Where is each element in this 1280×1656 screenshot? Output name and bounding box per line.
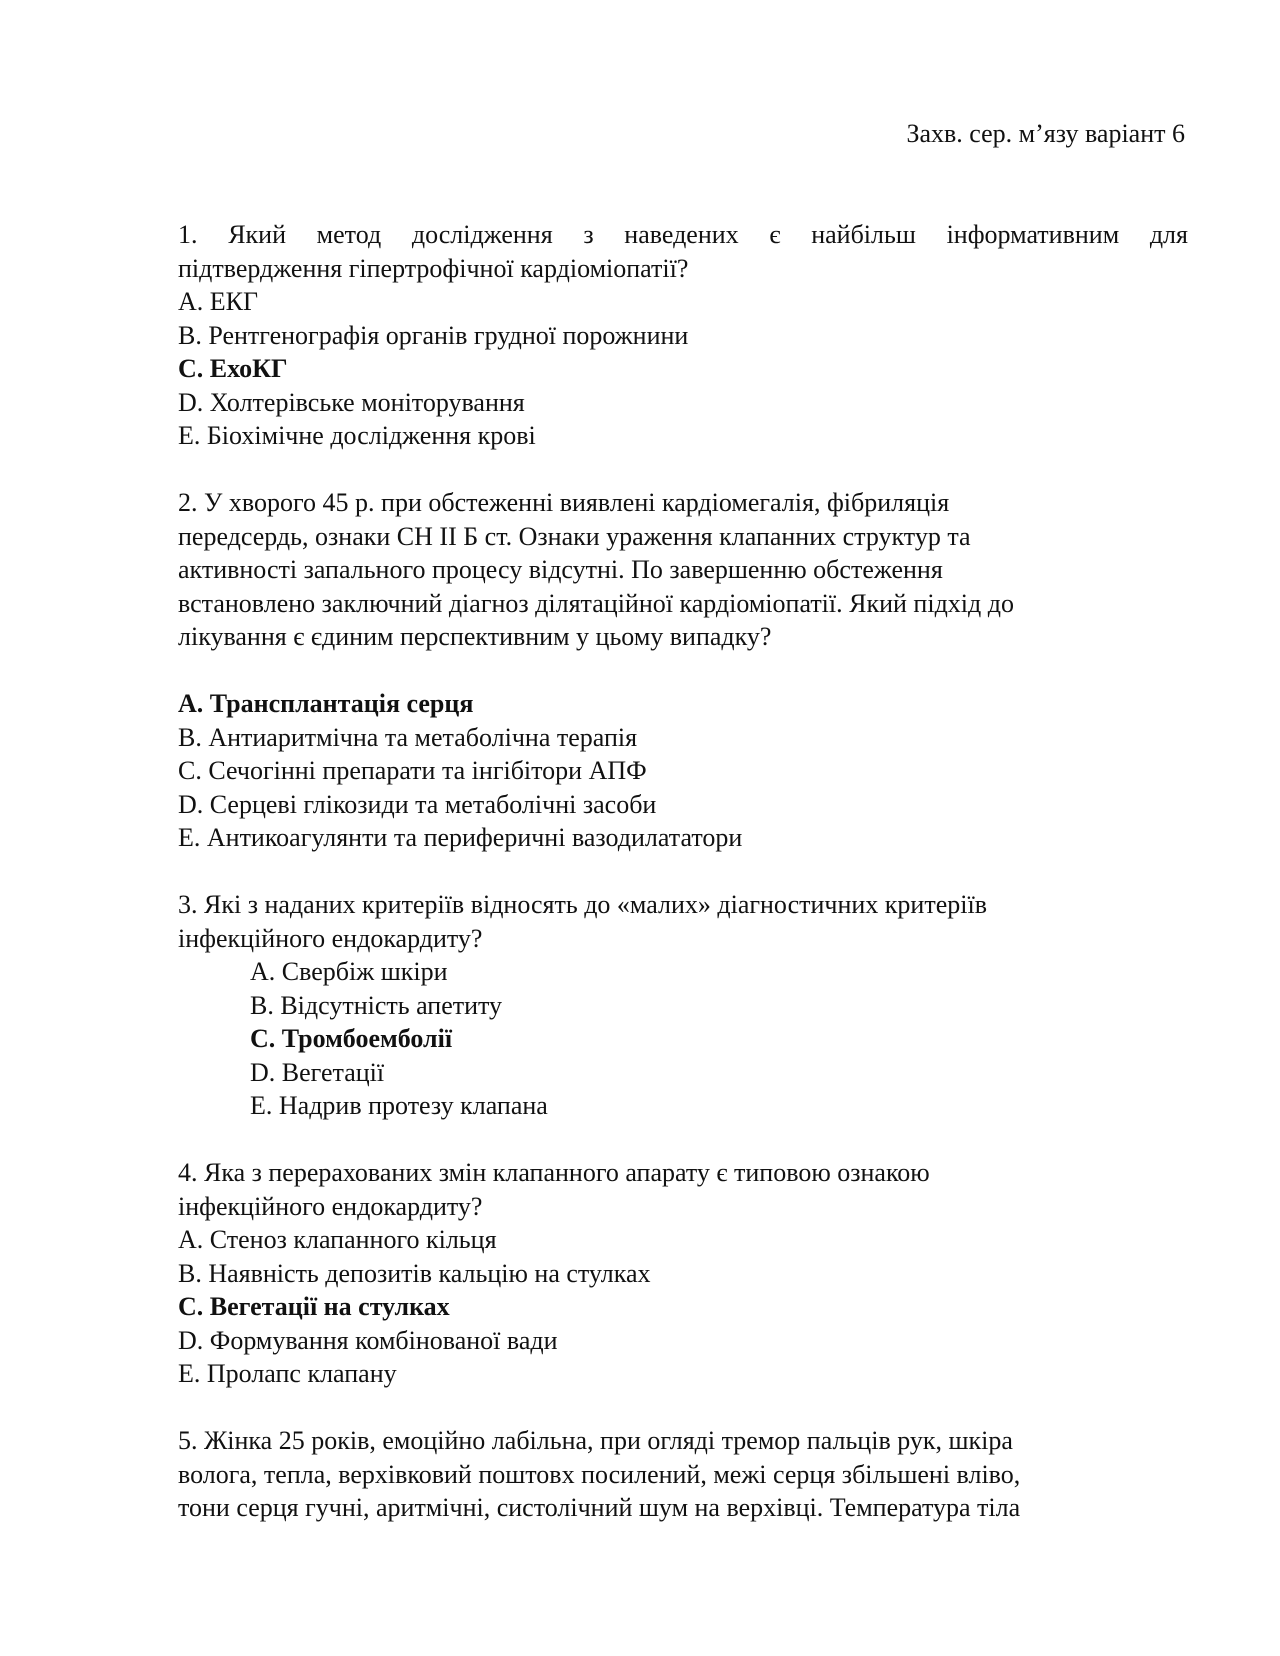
paragraph-gap bbox=[178, 1123, 1188, 1157]
question-4-text-line-1: 4. Яка з перерахованих змін клапанного апарату є типовою ознакою bbox=[178, 1158, 930, 1187]
question-4-option-a: A. Стеноз клапанного кільця bbox=[178, 1225, 497, 1254]
paragraph-gap bbox=[178, 453, 1188, 487]
question-2-text-line-1: 2. У хворого 45 р. при обстеженні виявлені кардіомегалія, фібриляція bbox=[178, 488, 950, 517]
document-body bbox=[178, 218, 1188, 1525]
question-1-text-line-1: 1. Який метод дослідження з наведених є найбільш інформативним для bbox=[178, 220, 1188, 249]
question-5-text-line-2: волога, тепла, верхівковий поштовх посилений, межі серця збільшені вліво, bbox=[178, 1459, 1021, 1489]
question-1-option-b: B. Рентгенографія органів грудної порожнини bbox=[178, 320, 689, 350]
question-3-option-e: E. Надрив протезу клапана bbox=[250, 1091, 548, 1120]
question-2-text-line-5: лікування є єдиним перспективним у цьому випадку? bbox=[178, 622, 772, 651]
question-1-option-a: A. ЕКГ bbox=[178, 287, 259, 316]
question-4-option-c-correct: C. Вегетації на стулках bbox=[178, 1292, 450, 1321]
question-2-option-a-correct: A. Трансплантація серця bbox=[178, 689, 474, 718]
question-3-text-line-2: інфекційного ендокардиту? bbox=[178, 923, 483, 953]
question-4-text-line-2: інфекційного ендокардиту? bbox=[178, 1191, 483, 1221]
question-5 bbox=[178, 1424, 1188, 1525]
question-4 bbox=[178, 1156, 1188, 1391]
question-1-option-e: E. Біохімічне дослідження крові bbox=[178, 421, 536, 450]
question-3-option-a: A. Свербіж шкіри bbox=[250, 957, 448, 986]
question-1 bbox=[178, 218, 1188, 453]
question-2-text-line-2: передсердь, ознаки СН ІІ Б ст. Ознаки ураження клапанних структур та bbox=[178, 521, 971, 551]
question-4-option-d: D. Формування комбінованої вади bbox=[178, 1325, 558, 1355]
paragraph-gap bbox=[178, 654, 1188, 688]
question-2-text-line-4: встановлено заключний діагноз ділятаційної кардіоміопатії. Який підхід до bbox=[178, 588, 1014, 618]
question-1-option-c-correct: C. ЕхоКГ bbox=[178, 354, 288, 383]
question-3-option-c-correct: C. Тромбоемболії bbox=[250, 1024, 453, 1053]
question-1-text-line-2: підтвердження гіпертрофічної кардіоміопатії? bbox=[178, 253, 689, 283]
paragraph-gap bbox=[178, 855, 1188, 889]
question-2-option-c: C. Сечогінні препарати та інгібітори АПФ bbox=[178, 756, 647, 785]
question-2-option-e: E. Антикоагулянти та периферичні вазодилататори bbox=[178, 823, 743, 852]
question-3-option-b: B. Відсутність апетиту bbox=[250, 990, 503, 1020]
question-4-option-e: E. Пролапс клапану bbox=[178, 1359, 397, 1388]
question-3-text-line-1: 3. Які з наданих критеріїв відносять до «малих» діагностичних критеріїв bbox=[178, 890, 987, 919]
question-5-text-line-3: тони серця гучні, аритмічні, систолічний шум на верхівці. Температура тіла bbox=[178, 1493, 1021, 1522]
question-3 bbox=[178, 888, 1188, 1123]
question-4-option-b: B. Наявність депозитів кальцію на стулках bbox=[178, 1258, 651, 1288]
paragraph-gap bbox=[178, 1391, 1188, 1425]
question-1-option-d: D. Холтерівське моніторування bbox=[178, 387, 525, 417]
question-2-option-b: B. Антиаритмічна та метаболічна терапія bbox=[178, 722, 638, 752]
question-5-text-line-1: 5. Жінка 25 років, емоційно лабільна, при огляді тремор пальців рук, шкіра bbox=[178, 1426, 1013, 1455]
question-2-text-line-3: активності запального процесу відсутні. По завершенню обстеження bbox=[178, 555, 943, 584]
document-header: Захв. сер. м’язу варіант 6 bbox=[906, 119, 1185, 148]
question-2 bbox=[178, 486, 1188, 855]
question-3-option-d: D. Вегетації bbox=[250, 1057, 385, 1087]
question-2-option-d: D. Серцеві глікозиди та метаболічні засоби bbox=[178, 789, 657, 819]
